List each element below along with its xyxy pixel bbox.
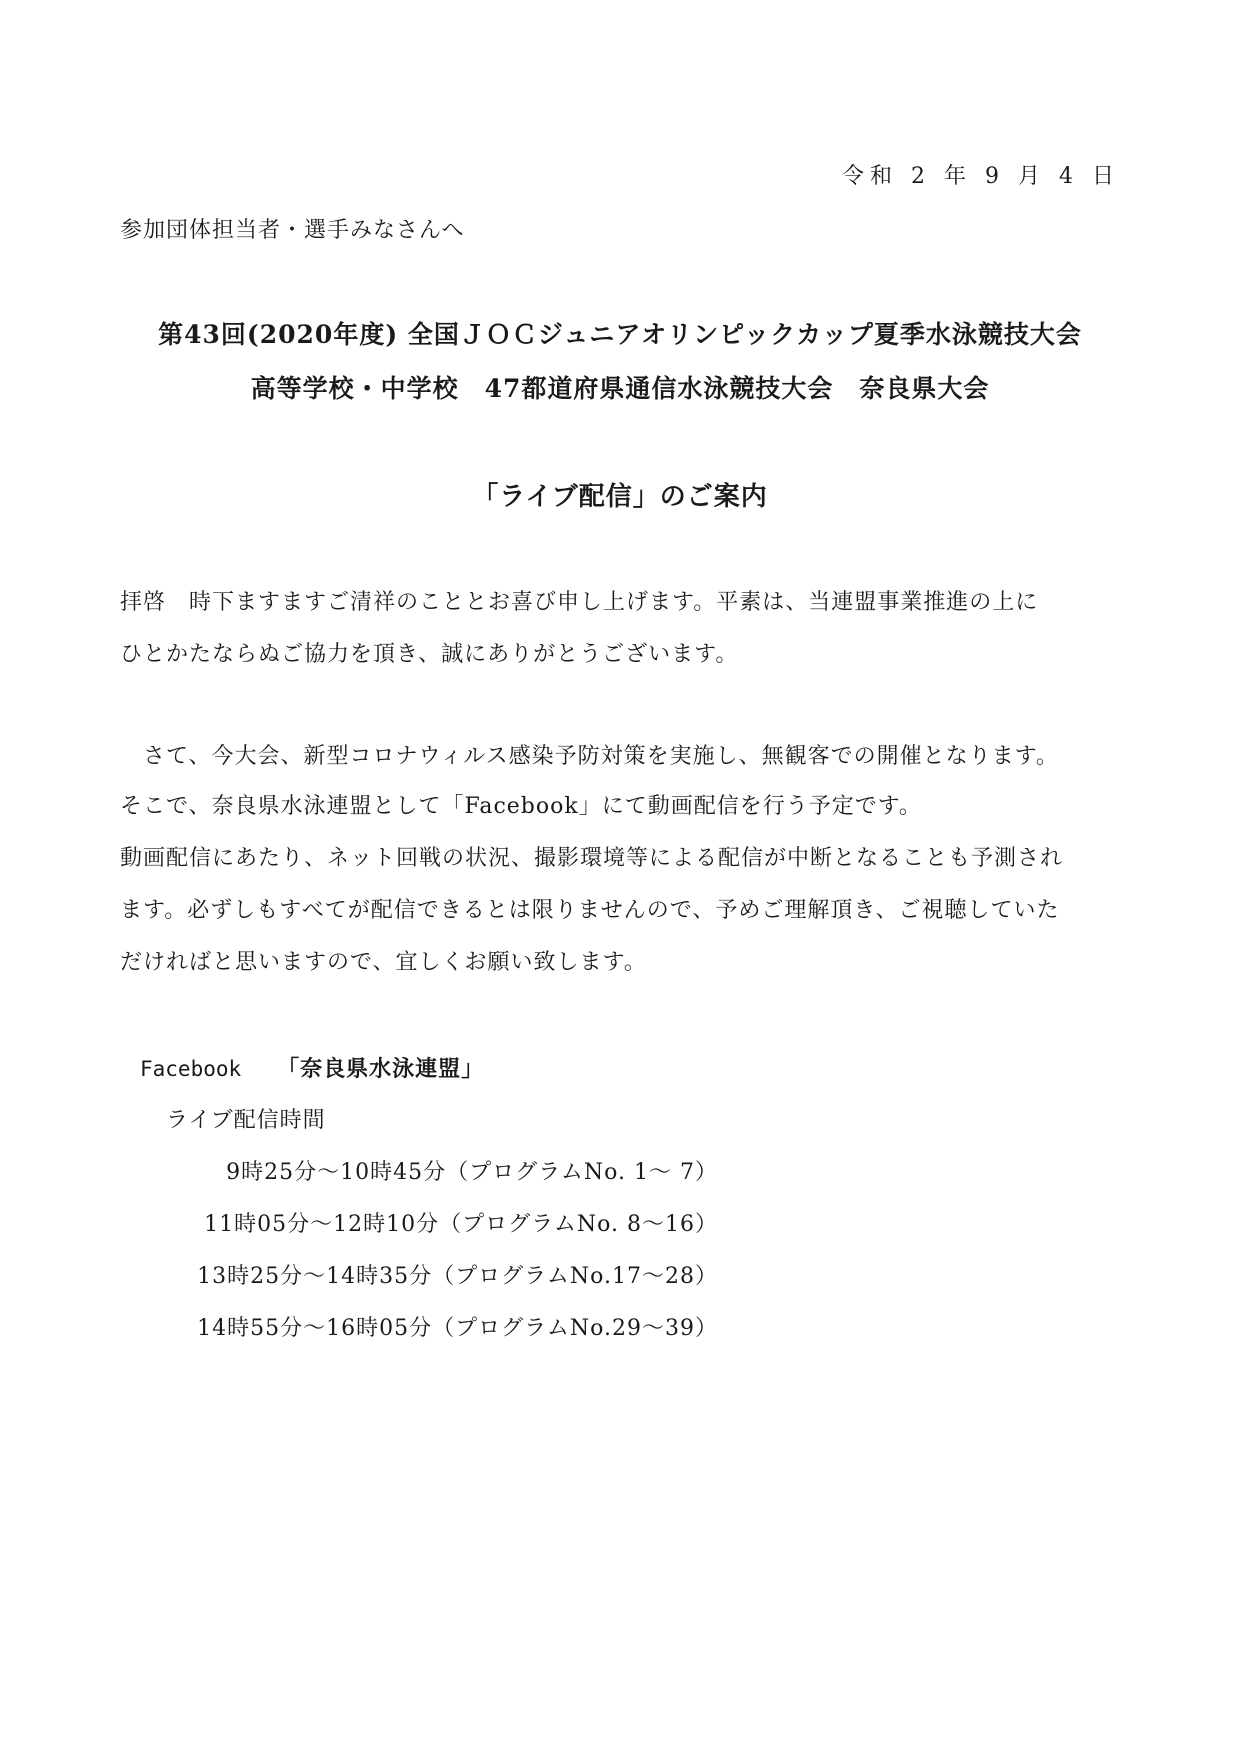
schedule-item: 11時05分～12時10分（プログラムNo. 8～16） xyxy=(204,1212,718,1237)
event-title-line-1: 第43回(2020年度) 全国ＪＯＣジュニアオリンピックカップ夏季水泳競技大会 xyxy=(158,320,1082,349)
addressee: 参加団体担当者・選手みなさんへ xyxy=(120,218,465,243)
body-line: さて、今大会、新型コロナウィルス感染予防対策を実施し、無観客での開催となります。 xyxy=(120,744,1059,769)
greeting-line: ひとかたならぬご協力を頂き、誠にありがとうございます。 xyxy=(120,642,739,667)
live-schedule-heading: ライブ配信時間 xyxy=(166,1108,326,1133)
body-line: 動画配信にあたり、ネット回戦の状況、撮影環境等による配信が中断となることも予測され xyxy=(120,846,1064,871)
schedule-item: 14時55分～16時05分（プログラムNo.29～39） xyxy=(197,1316,718,1341)
schedule-item: 9時25分～10時45分（プログラムNo. 1～ 7） xyxy=(226,1160,718,1185)
document-date: 令和 2 年 9 月 4 日 xyxy=(842,164,1120,189)
body-line: ます。必ずしもすべてが配信できるとは限りませんので、予めご理解頂き、ご視聴していた xyxy=(120,898,1060,923)
schedule-item: 13時25分～14時35分（プログラムNo.17～28） xyxy=(197,1264,718,1289)
notice-subject: 「ライブ配信」のご案内 xyxy=(472,482,768,512)
facebook-label: Facebook xyxy=(140,1057,242,1081)
body-line: だければと思いますので、宜しくお願い致します。 xyxy=(120,950,647,975)
body-line: そこで、奈良県水泳連盟として「Facebook」にて動画配信を行う予定です。 xyxy=(120,794,922,819)
facebook-page-name: 「奈良県水泳連盟」 xyxy=(277,1056,485,1082)
greeting-line: 拝啓 時下ますますご清祥のこととお喜び申し上げます。平素は、当連盟事業推進の上に xyxy=(120,590,1039,615)
event-title-line-2: 高等学校・中学校 47都道府県通信水泳競技大会 奈良県大会 xyxy=(250,374,990,403)
facebook-info xyxy=(140,1054,484,1085)
